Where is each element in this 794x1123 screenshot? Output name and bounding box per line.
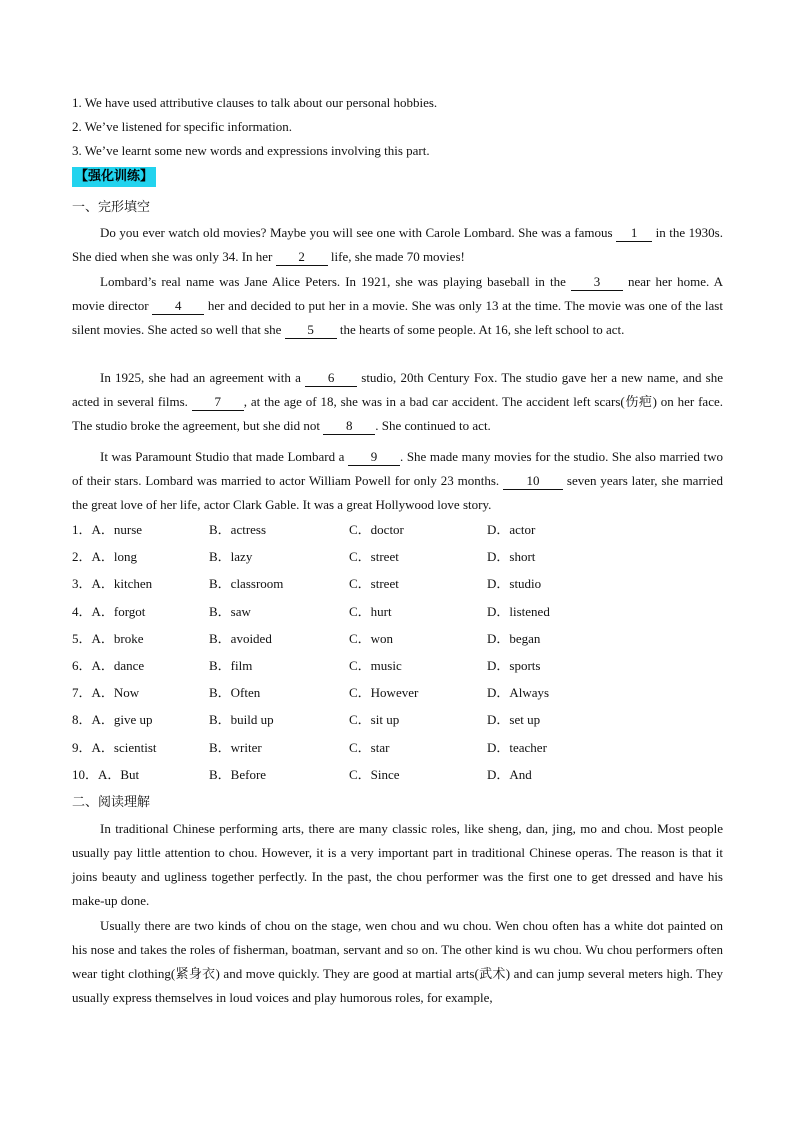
- option-a: 10．A．But: [72, 766, 140, 782]
- option-d: D．studio: [487, 576, 542, 592]
- option-d: D．began: [487, 630, 541, 646]
- blank-9: 9: [348, 449, 400, 466]
- summary-item: 3. We’ve learnt some new words and expressions involving this part.: [72, 143, 430, 158]
- option-c: C．street: [349, 549, 399, 565]
- option-c: C．hurt: [349, 603, 392, 619]
- option-d: D．And: [487, 766, 532, 782]
- text: . She made many movies for the studio. She also married two of their stars. Lombard was married to actor William Powell for only 23 months.: [72, 449, 723, 488]
- option-row: [72, 684, 732, 711]
- option-a: 7．A．Now: [72, 685, 140, 701]
- cloze-options: [72, 521, 732, 793]
- summary-item: 1. We have used attributive clauses to talk about our personal hobbies.: [72, 95, 438, 110]
- option-b: B．lazy: [209, 549, 253, 565]
- text: near her home. A movie director: [72, 274, 723, 313]
- option-row: [72, 739, 732, 766]
- cloze-paragraph-2: [72, 270, 723, 342]
- text: her and decided to put her in a movie. She was only 13 at the time. The movie was one of the last silent movies. She acted so well that she: [72, 298, 723, 337]
- text: in the 1930s. She died when she was only 34. In her: [72, 225, 723, 264]
- option-d: D．set up: [487, 712, 541, 728]
- option-b: B．actress: [209, 522, 267, 537]
- option-d: D．listened: [487, 603, 550, 619]
- reading-paragraph-2: Usually there are two kinds of chou on the stage, wen chou and wu chou. Wen chou often has a white dot painted on his nose and takes the roles of fisherman, boatman, servant and so on. The other kind is wu chou. Wu chou performers often wear tight clothing(紧身衣) and move quickly. They are good at martial arts(武术) and can jump several meters high. They usually express themselves in loud voices and play humorous roles, for example,: [72, 918, 723, 1005]
- option-row: [72, 548, 732, 575]
- text: It was Paramount Studio that made Lombard a: [100, 449, 349, 464]
- option-a: 6．A．dance: [72, 657, 145, 673]
- reading-paragraph-1: In traditional Chinese performing arts, there are many classic roles, like sheng, dan, jing, mo and chou. Most people usually pay little attention to chou. However, it is a very important part in traditional Chinese operas. The reason is that it joins beauty and ugliness together perfectly. In the past, the chou performer was the first one to get dressed and have his make-up done.: [72, 821, 723, 908]
- blank-10: 10: [503, 473, 563, 490]
- option-row: [72, 521, 732, 548]
- option-b: B．avoided: [209, 630, 272, 646]
- section-title-reading: 二、阅读理解: [72, 795, 151, 810]
- text: life, she made 70 movies!: [327, 249, 465, 264]
- blank-8: 8: [323, 418, 375, 435]
- option-row: [72, 711, 732, 738]
- option-c: C．Since: [349, 766, 400, 782]
- option-a: 8．A．give up: [72, 712, 153, 728]
- text: In 1925, she had an agreement with a: [100, 370, 306, 385]
- text: studio, 20th Century Fox. The studio gave her a new name, and she acted in several films.: [72, 370, 723, 409]
- option-b: B．Before: [209, 766, 267, 782]
- exercise-header: [72, 167, 156, 187]
- blank-7: 7: [192, 394, 244, 411]
- option-a: 1．A．nurse: [72, 522, 143, 537]
- cloze-paragraph-4: [72, 445, 723, 517]
- option-c: C．music: [349, 657, 402, 673]
- cloze-paragraph-1: [72, 221, 723, 269]
- option-b: B．film: [209, 657, 253, 673]
- option-c: C．sit up: [349, 712, 400, 728]
- option-a: 2．A．long: [72, 549, 138, 565]
- option-a: 4．A．forgot: [72, 603, 146, 619]
- option-b: B．Often: [209, 685, 261, 701]
- option-row: [72, 766, 732, 793]
- option-row: [72, 603, 732, 630]
- option-b: B．build up: [209, 712, 274, 728]
- blank-6: 6: [305, 370, 357, 387]
- cloze-paragraph-3: [72, 366, 723, 438]
- option-row: [72, 575, 732, 602]
- text: seven years later, she married the great love of her life, actor Clark Gable. It was a great Hollywood love story.: [72, 473, 723, 512]
- option-c: C．However: [349, 685, 419, 701]
- text: , at the age of 18, she was in a bad car accident. The accident left scars(伤疤) on her face. The studio broke the agreement, but she did not: [72, 394, 723, 433]
- option-a: 9．A．scientist: [72, 739, 157, 755]
- option-d: D．Always: [487, 685, 550, 701]
- option-c: C．doctor: [349, 522, 404, 537]
- text: Do you ever watch old movies? Maybe you will see one with Carole Lombard. She was a famous: [100, 225, 617, 240]
- option-d: D．teacher: [487, 739, 547, 755]
- option-a: 5．A．broke: [72, 630, 144, 646]
- option-b: B．saw: [209, 603, 251, 619]
- option-row: [72, 657, 732, 684]
- text: . She continued to act.: [375, 418, 491, 433]
- blank-3: 3: [571, 274, 623, 291]
- blank-2: 2: [276, 249, 328, 266]
- option-d: D．actor: [487, 522, 536, 537]
- summary-item: 2. We’ve listened for specific information.: [72, 119, 293, 134]
- blank-5: 5: [285, 322, 337, 339]
- option-c: C．street: [349, 576, 399, 592]
- text: the hearts of some people. At 16, she left school to act.: [336, 322, 625, 337]
- option-c: C．star: [349, 739, 390, 755]
- option-row: [72, 630, 732, 657]
- option-d: D．short: [487, 549, 536, 565]
- option-a: 3．A．kitchen: [72, 576, 153, 592]
- text: Lombard’s real name was Jane Alice Peters. In 1921, she was playing baseball in the: [100, 274, 571, 289]
- option-b: B．writer: [209, 739, 262, 755]
- section-title-cloze: 一、完形填空: [72, 200, 151, 215]
- summary-list: [72, 94, 732, 166]
- option-d: D．sports: [487, 657, 541, 673]
- blank-1: 1: [616, 225, 652, 242]
- option-b: B．classroom: [209, 576, 284, 592]
- option-c: C．won: [349, 630, 394, 646]
- exercise-badge: 【强化训练】: [72, 167, 156, 187]
- blank-4: 4: [152, 298, 204, 315]
